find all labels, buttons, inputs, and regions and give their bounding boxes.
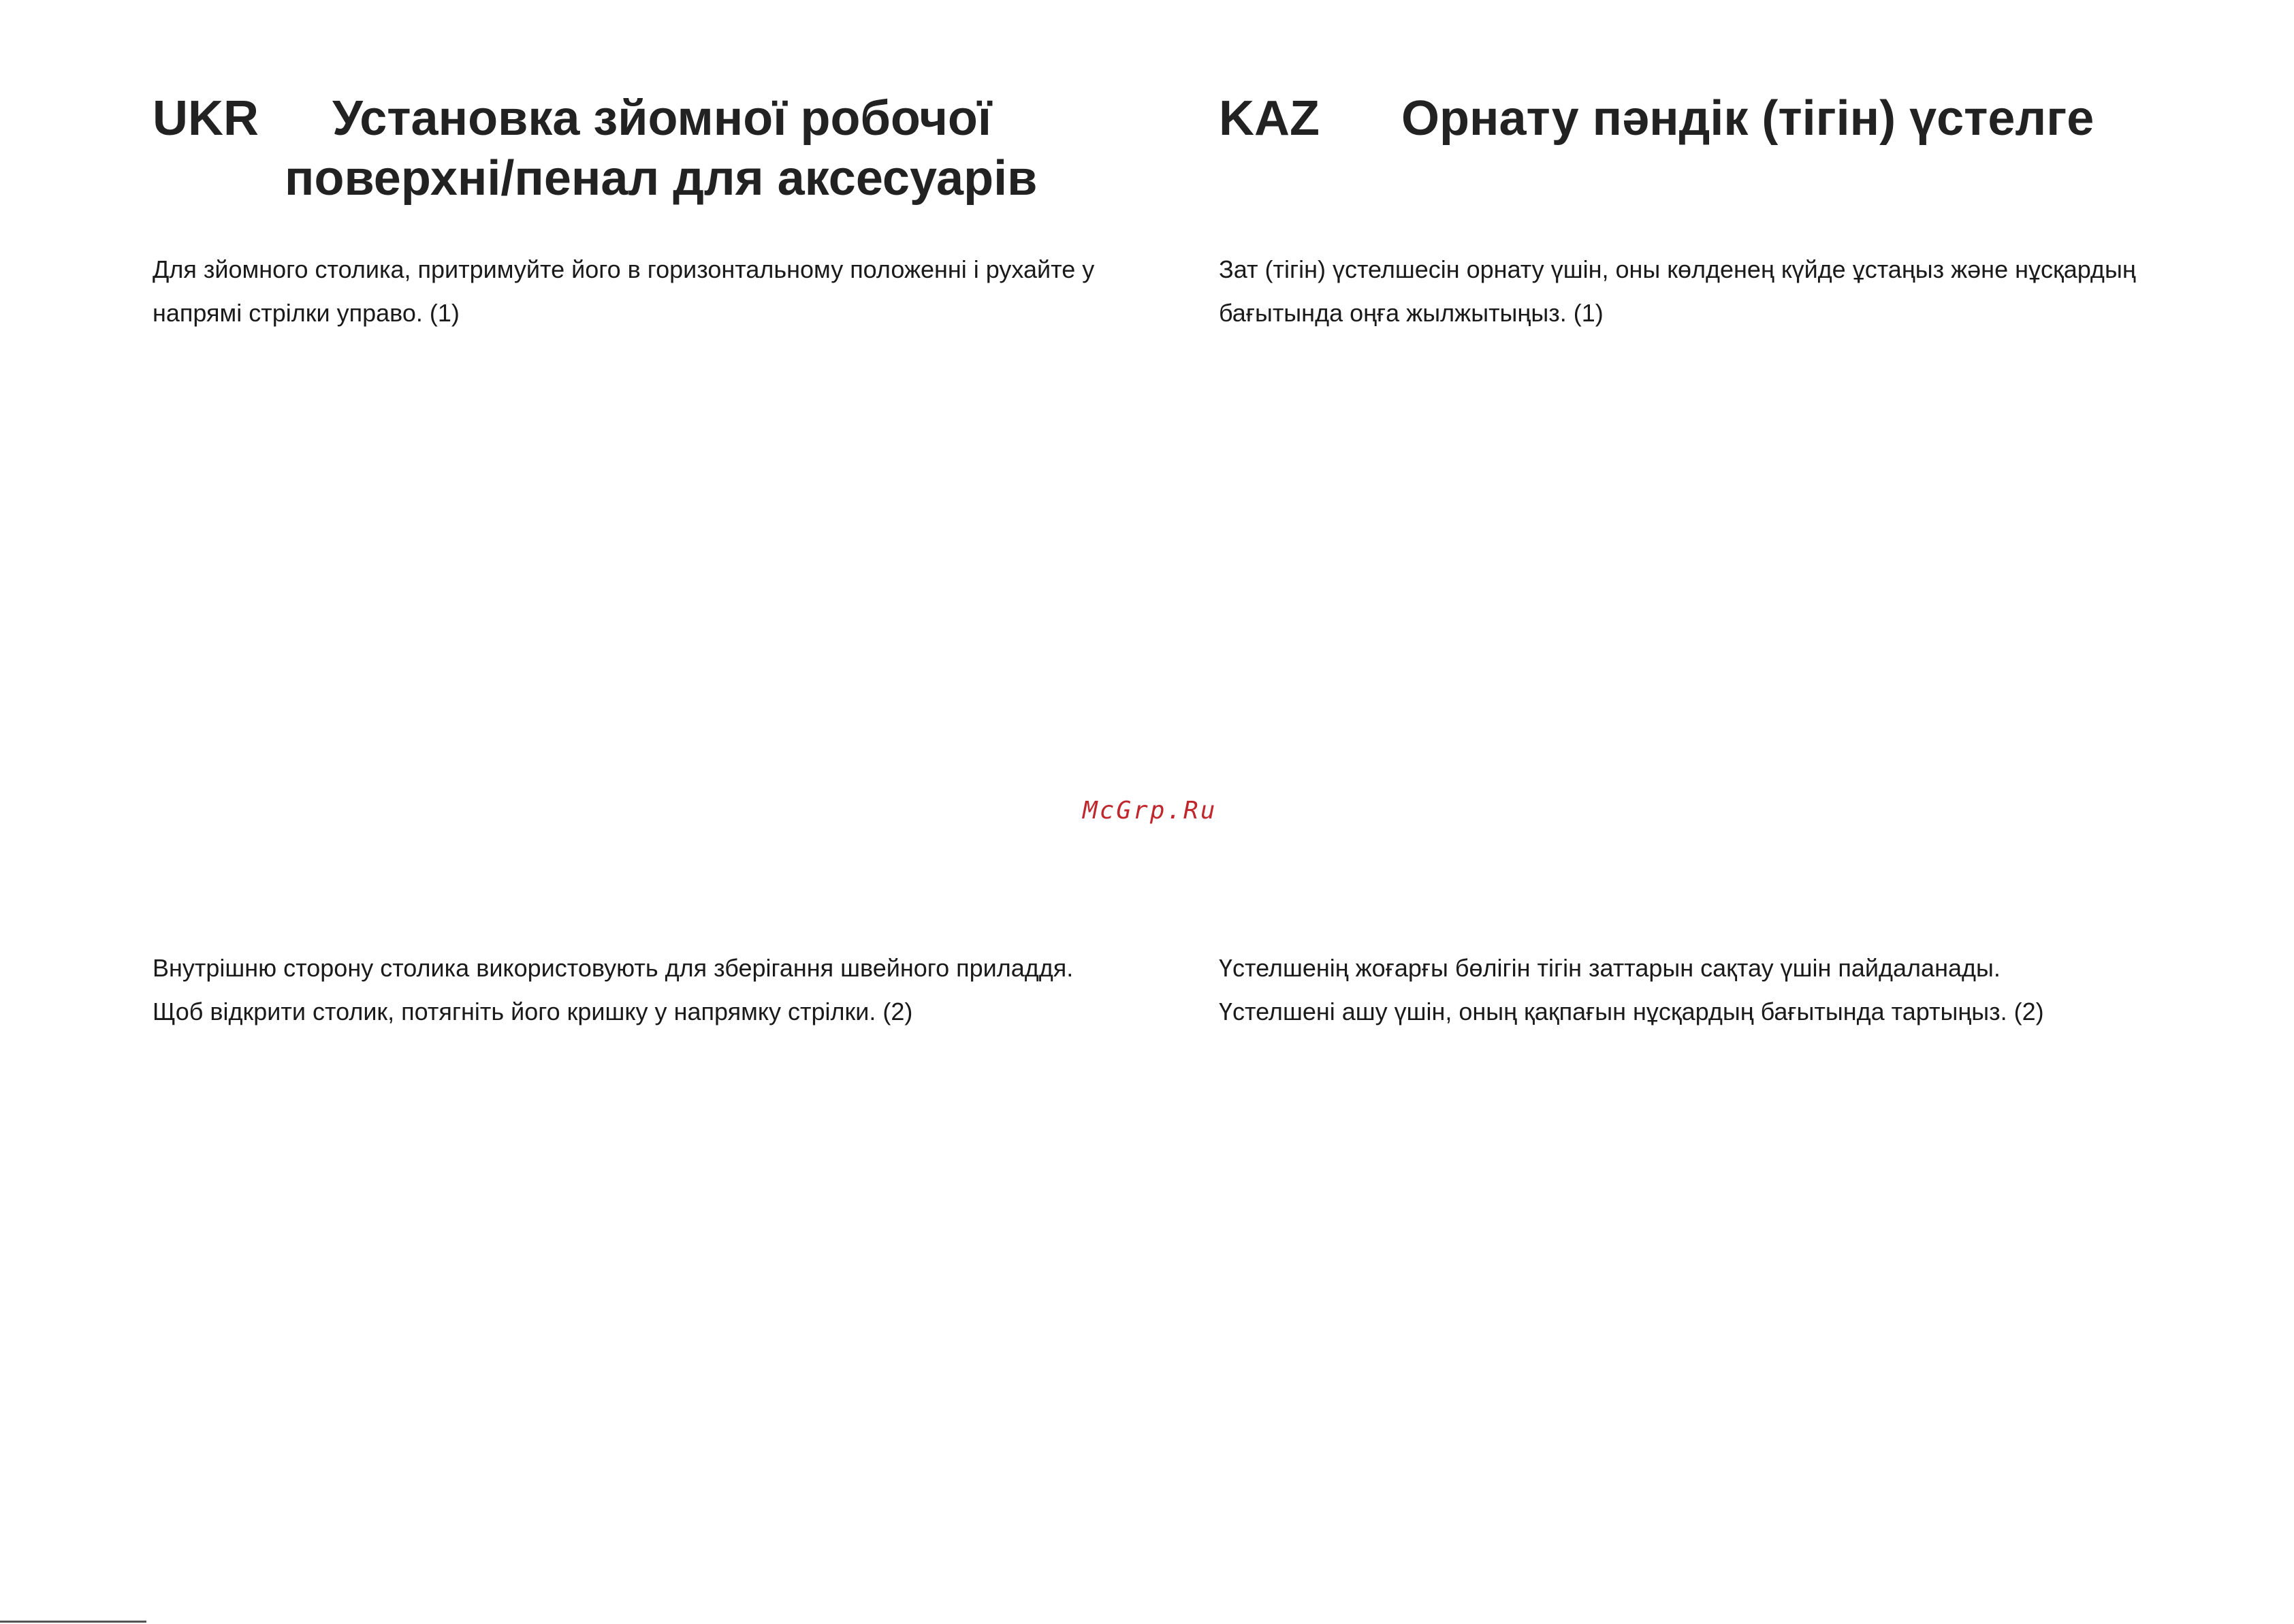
kaz-paragraph-2-line: Үстелшені ашу үшін, оның қақпағын нұсқардың бағытында тартыңыз. (2) xyxy=(1219,998,2044,1025)
kaz-lang-code: KAZ xyxy=(1219,91,1320,146)
ukr-paragraph-1-line: напрямі стрілки управо. (1) xyxy=(153,299,460,327)
kaz-paragraph-1-line: бағытында оңға жылжытыңыз. (1) xyxy=(1219,299,1604,327)
kaz-paragraph-2-line: Үстелшенің жоғарғы бөлігін тігін заттарын сақтау үшін пайдаланады. xyxy=(1219,954,2001,982)
kaz-paragraph-1 xyxy=(1219,248,2136,335)
watermark: McGrp.Ru xyxy=(1083,797,1217,825)
kaz-paragraph-1-line: Зат (тігін) үстелшесін орнату үшін, оны көлденең күйде ұстаңыз және нұсқардың xyxy=(1219,255,2136,283)
kaz-title: Орнату пәндік (тігін) үстелге xyxy=(1401,91,2094,146)
ukr-paragraph-2-line: Внутрішню сторону столика використовують для зберігання швейного приладдя. xyxy=(153,954,1074,982)
footer-divider xyxy=(0,1621,146,1623)
ukr-paragraph-2-line: Щоб відкрити столик, потягніть його кришку у напрямку стрілки. (2) xyxy=(153,998,913,1025)
ukr-paragraph-1-line: Для зйомного столика, притримуйте його в горизонтальному положенні і рухайте у xyxy=(153,255,1095,283)
ukr-lang-code: UKR xyxy=(153,91,259,146)
ukr-title: Установка зйомної робочої поверхні/пенал для аксесуарів xyxy=(285,91,1038,206)
ukr-paragraph-1 xyxy=(153,248,1094,335)
kaz-paragraph-2 xyxy=(1219,946,2044,1034)
ukr-paragraph-2 xyxy=(153,946,1073,1034)
